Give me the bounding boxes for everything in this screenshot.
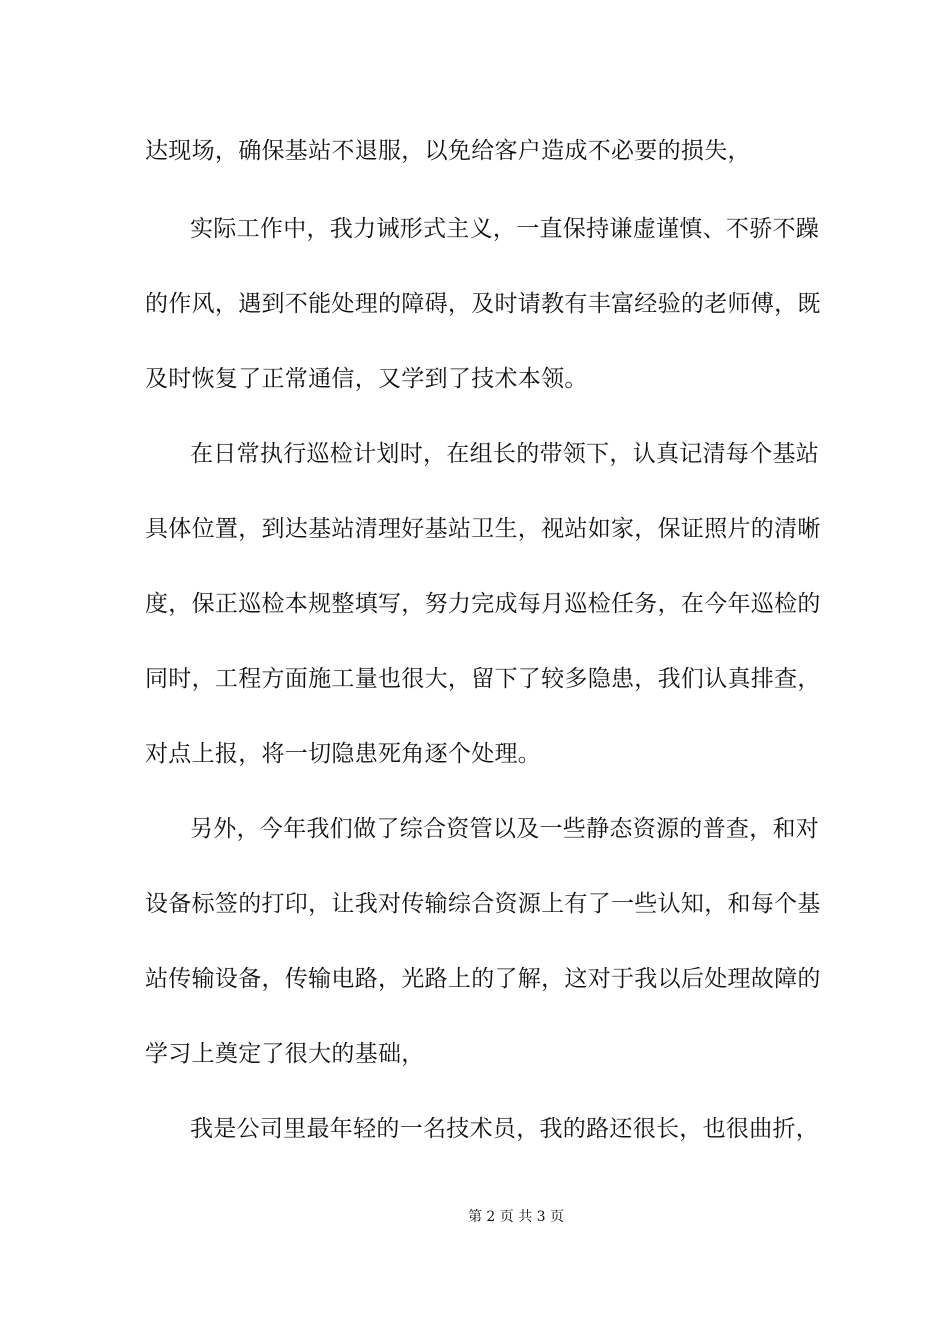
paragraph-first-line: 在日常执行巡检计划时，在组长的带领下，认真记清每个基站 (190, 441, 820, 467)
paragraph-first-line: 我是公司里最年轻的一名技术员，我的路还很长，也很曲折， (190, 1116, 820, 1142)
text-line: 站传输设备，传输电路，光路上的了解，这对于我以后处理故障的 (145, 966, 821, 992)
text-line: 对点上报，将一切隐患死角逐个处理。 (145, 741, 542, 767)
text-line: 学习上奠定了很大的基础， (145, 1041, 425, 1067)
text-line: 具体位置，到达基站清理好基站卫生，视站如家，保证照片的清晰 (145, 516, 821, 542)
text-line: 及时恢复了正常通信，又学到了技术本领。 (145, 366, 588, 392)
text-line: 同时，工程方面施工量也很大，留下了较多隐患，我们认真排查， (145, 666, 821, 692)
text-line: 达现场，确保基站不退服，以免给客户造成不必要的损失， (145, 138, 751, 164)
text-line: 的作风，遇到不能处理的障碍，及时请教有丰富经验的老师傅，既 (145, 291, 821, 317)
paragraph-first-line: 另外，今年我们做了综合资管以及一些静态资源的普查，和对 (190, 816, 820, 842)
paragraph-first-line: 实际工作中，我力诫形式主义，一直保持谦虚谨慎、不骄不躁 (190, 216, 820, 242)
text-line: 度，保正巡检本规整填写，努力完成每月巡检任务，在今年巡检的 (145, 591, 821, 617)
text-line: 设备标签的打印，让我对传输综合资源上有了一些认知，和每个基 (145, 891, 821, 917)
page-number-footer: 第 2 页 共 3 页 (467, 1209, 565, 1225)
